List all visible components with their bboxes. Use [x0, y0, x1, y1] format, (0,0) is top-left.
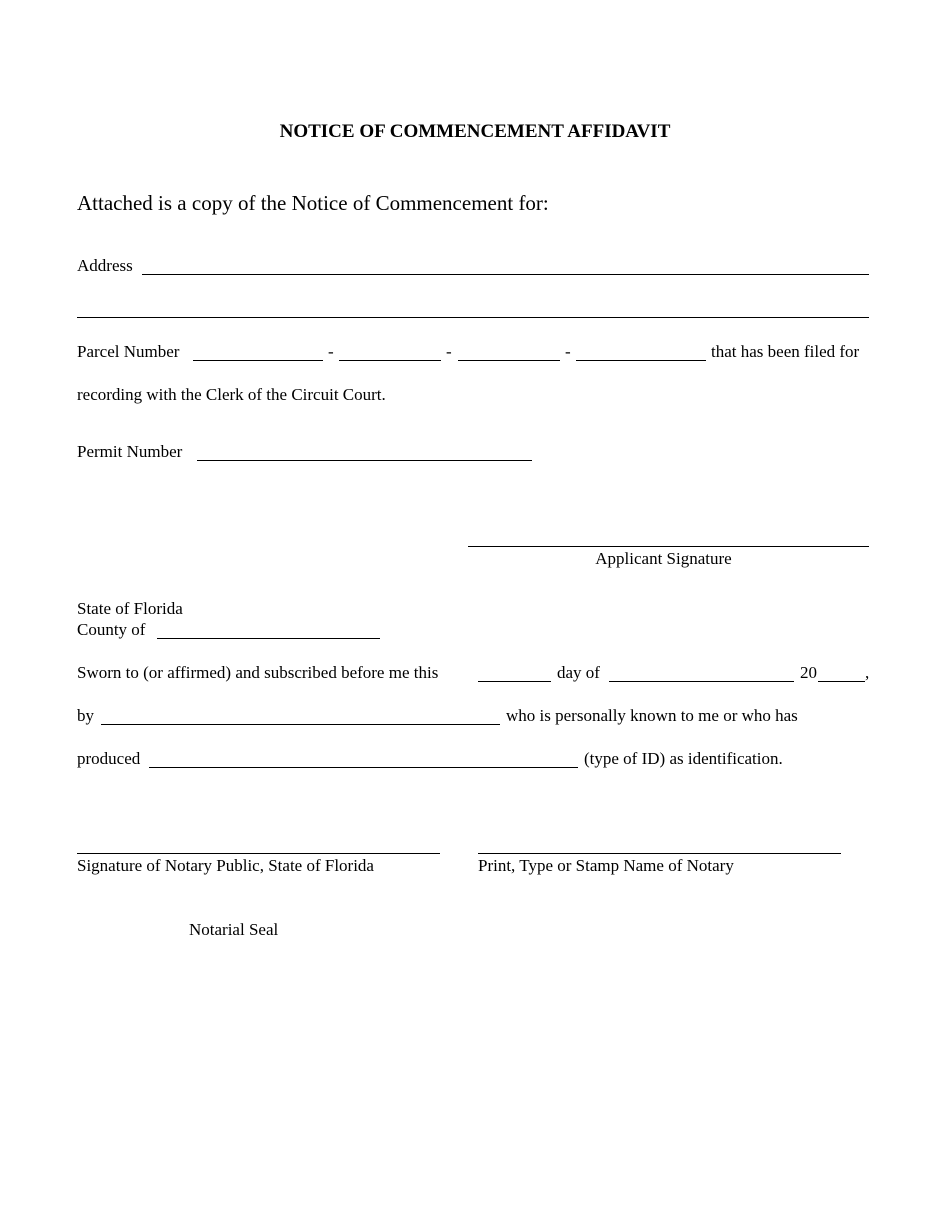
parcel-field-1[interactable] — [193, 360, 323, 361]
year-prefix: 20 — [800, 663, 817, 682]
parcel-suffix: that has been filed for — [711, 342, 860, 361]
notary-signature-caption: Signature of Notary Public, State of Florida — [77, 856, 374, 875]
id-text: (type of ID) as identification. — [584, 749, 783, 768]
by-name-field[interactable] — [101, 724, 500, 725]
permit-label: Permit Number — [77, 442, 183, 461]
notary-signature-line[interactable] — [77, 853, 440, 854]
parcel-separator: - — [328, 342, 334, 361]
county-field[interactable] — [157, 638, 380, 639]
address-line-2[interactable] — [77, 317, 869, 318]
county-label: County of — [77, 620, 146, 639]
day-of-label: day of — [557, 663, 600, 682]
parcel-separator: - — [446, 342, 452, 361]
known-text: who is personally known to me or who has — [506, 706, 798, 725]
notarial-seal-label: Notarial Seal — [189, 920, 279, 939]
produced-label: produced — [77, 749, 141, 768]
parcel-field-4[interactable] — [576, 360, 706, 361]
day-field[interactable] — [478, 681, 551, 682]
applicant-signature-line[interactable] — [468, 546, 869, 547]
permit-field[interactable] — [197, 460, 532, 461]
intro-text: Attached is a copy of the Notice of Commencement for: — [77, 191, 549, 215]
notary-name-line[interactable] — [478, 853, 841, 854]
id-type-field[interactable] — [149, 767, 578, 768]
parcel-separator: - — [565, 342, 571, 361]
address-label: Address — [77, 256, 133, 275]
applicant-signature-caption: Applicant Signature — [595, 549, 732, 568]
address-line-1[interactable] — [142, 274, 869, 275]
parcel-field-3[interactable] — [458, 360, 560, 361]
state-label: State of Florida — [77, 599, 183, 618]
parcel-continuation: recording with the Clerk of the Circuit Court. — [77, 385, 386, 404]
parcel-field-2[interactable] — [339, 360, 441, 361]
page-title: NOTICE OF COMMENCEMENT AFFIDAVIT — [279, 121, 671, 142]
year-field[interactable] — [818, 681, 865, 682]
sworn-label: Sworn to (or affirmed) and subscribed before me this — [77, 663, 439, 682]
month-field[interactable] — [609, 681, 794, 682]
by-label: by — [77, 706, 94, 725]
year-suffix: , — [865, 663, 870, 682]
notary-name-caption: Print, Type or Stamp Name of Notary — [478, 856, 734, 875]
parcel-label: Parcel Number — [77, 342, 180, 361]
